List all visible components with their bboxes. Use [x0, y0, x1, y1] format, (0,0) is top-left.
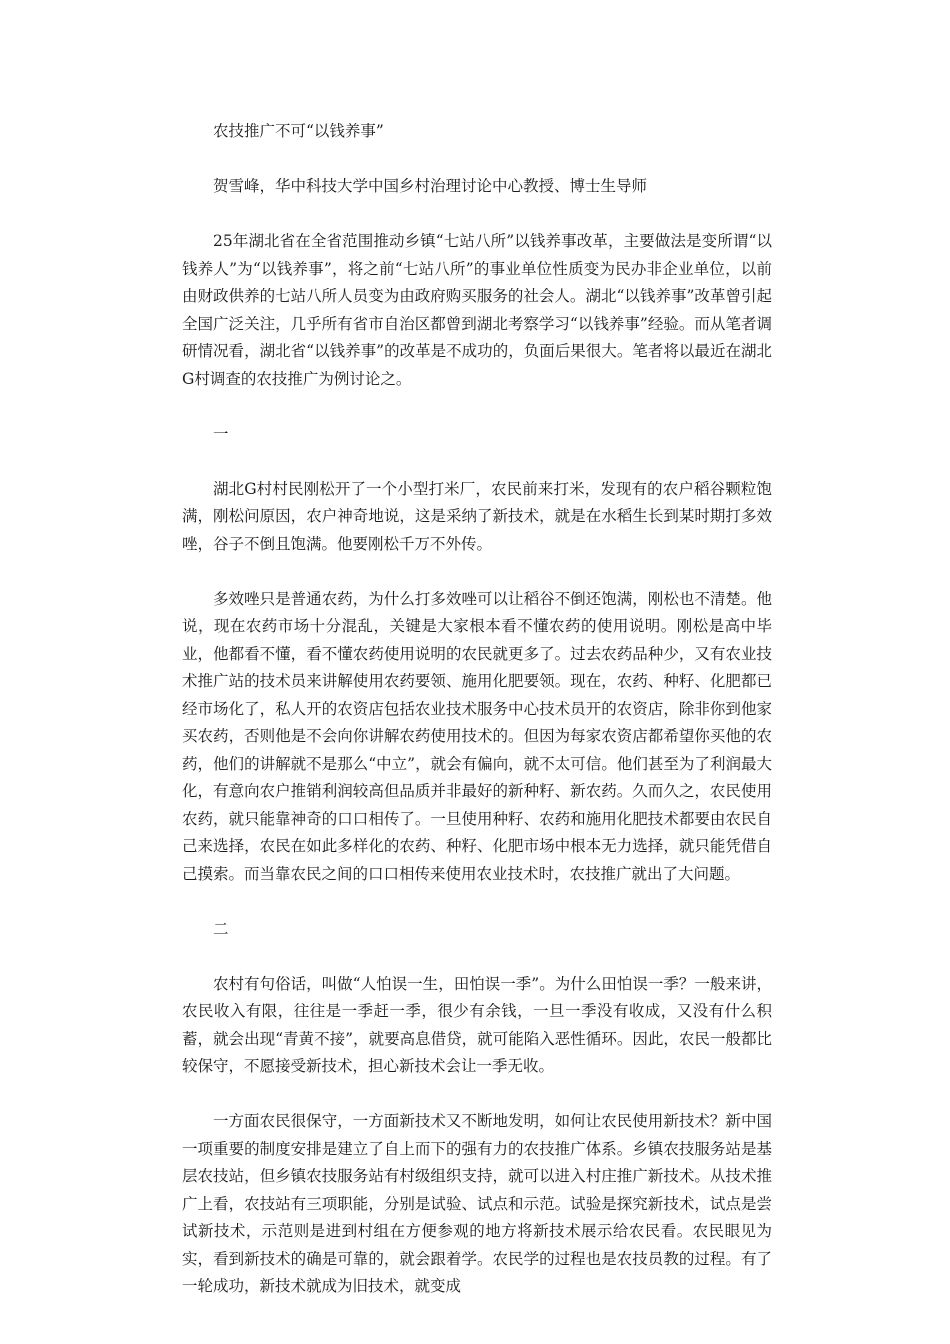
document-title: 农技推广不可“以钱养事” [213, 122, 384, 140]
paragraph: 湖北G村村民刚松开了一个小型打米厂，农民前来打米，发现有的农户稻谷颗粒饱满，刚松问原因，农户神奇地说，这是采纳了新技术，就是在水稻生长到某时期打多效唑，谷子不倒且饱满。他要刚松千万不外传。 [182, 479, 772, 553]
paragraph: 多效唑只是普通农药，为什么打多效唑可以让稻谷不倒还饱满，刚松也不清楚。他说，现在农药市场十分混乱，关键是大家根本看不懂农药的使用说明。刚松是高中毕业，他都看不懂，看不懂农药使用说明的农民就更多了。过去农药品种少，又有农业技术推广站的技术员来讲解使用农药要领、施用化肥要领。现在，农药、种籽、化肥都已经市场化了，私人开的农资店包括农业技术服务中心技术员开的农资店，除非你到他家买农药，否则他是不会向你讲解农药使用技术的。但因为每家农资店都希望你买他的农药，他们的讲解就不是那么“中立”，就会有偏向，就不太可信。他们甚至为了利润最大化，有意向农户推销利润较高但品质并非最好的新种籽、新农药。久而久之，农民使用农药，就只能靠神奇的口口相传了。一旦使用种籽、农药和施用化肥技术都要由农民自己来选择，农民在如此多样化的农药、种籽、化肥市场中根本无力选择，就只能凭借自己摸索。而当靠农民之间的口口相传来使用农业技术时，农技推广就出了大问题。 [182, 589, 772, 883]
author-line: 贺雪峰，华中科技大学中国乡村治理讨论中心教授、博士生导师 [213, 177, 648, 195]
paragraph: 一方面农民很保守，一方面新技术又不断地发明，如何让农民使用新技术？新中国一项重要的制度安排是建立了自上而下的强有力的农技推广体系。乡镇农技服务站是基层农技站，但乡镇农技服务站有村级组织支持，就可以进入村庄推广新技术。从技术推广上看，农技站有三项职能，分别是试验、试点和示范。试验是探究新技术，试点是尝试新技术，示范则是进到村组在方便参观的地方将新技术展示给农民看。农民眼见为实，看到新技术的确是可靠的，就会跟着学。农民学的过程也是农技员教的过程。有了一轮成功，新技术就成为旧技术，就变成 [182, 1112, 772, 1295]
document-body [182, 118, 772, 1328]
section-heading-one: 一 [213, 424, 229, 443]
section-heading-two: 二 [213, 919, 229, 938]
paragraph-intro: 25年湖北省在全省范围推动乡镇“七站八所”以钱养事改革，主要做法是变所谓“以钱养人”为“以钱养事”，将之前“七站八所”的事业单位性质变为民办非企业单位，以前由财政供养的七站八所人员变为由政府购买服务的社会人。湖北“以钱养事”改革曾引起全国广泛关注，几乎所有省市自治区都曾到湖北考察学习“以钱养事”经验。而从笔者调研情况看，湖北省“以钱养事”的改革是不成功的，负面后果很大。笔者将以最近在湖北G村调查的农技推广为例讨论之。 [182, 232, 772, 388]
paragraph: 农村有句俗话，叫做“人怕误一生，田怕误一季”。为什么田怕误一季？一般来讲，农民收入有限，往往是一季赶一季，很少有余钱，一旦一季没有收成，又没有什么积蓄，就会出现“青黄不接”，就要高息借贷，就可能陷入恶性循环。因此，农民一般都比较保守，不愿接受新技术，担心新技术会让一季无收。 [182, 974, 772, 1075]
